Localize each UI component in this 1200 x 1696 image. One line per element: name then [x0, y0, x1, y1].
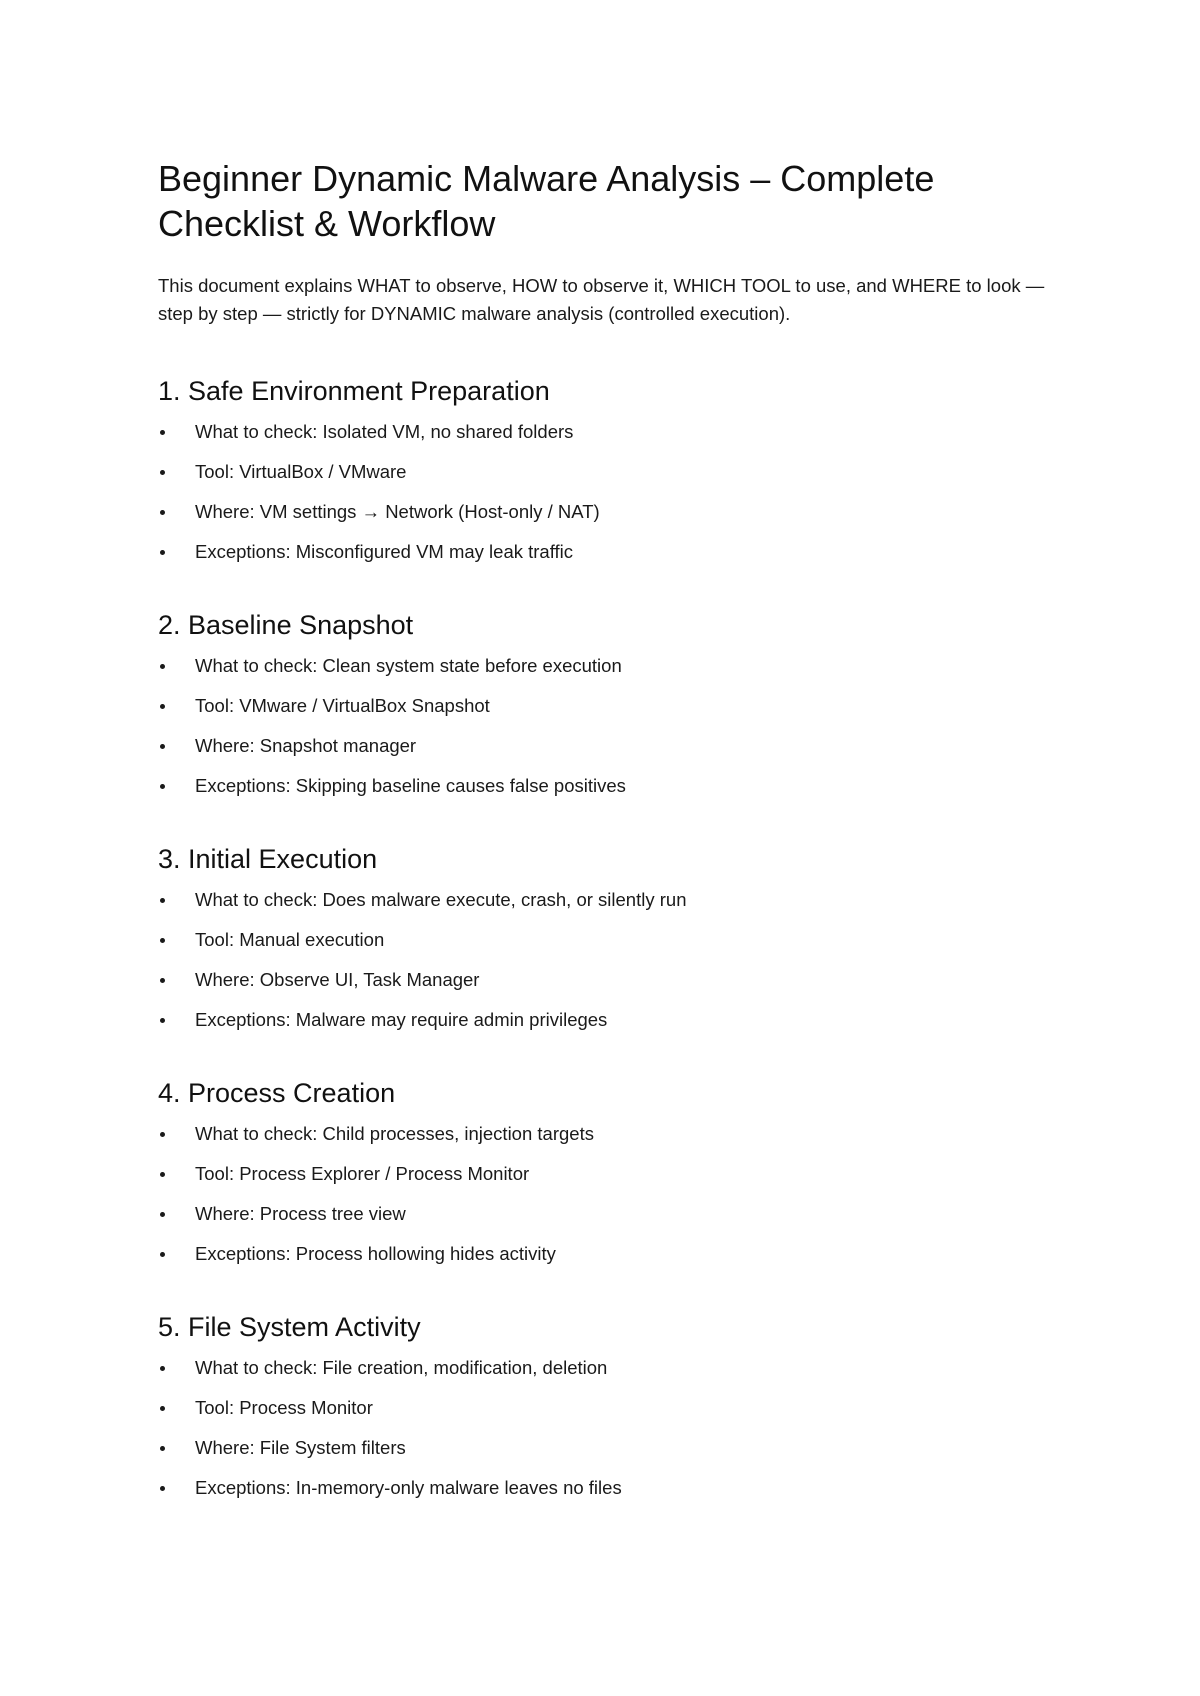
section-heading: 1. Safe Environment Preparation	[158, 376, 550, 406]
list-item	[158, 774, 1058, 798]
list-item-text: Where: File System filters	[195, 1437, 406, 1458]
list-item-text: Exceptions: Malware may require admin privileges	[195, 1009, 608, 1030]
section-initial-execution	[158, 842, 1058, 1032]
list-item	[158, 420, 1058, 444]
list-item	[158, 540, 1058, 564]
section-baseline-snapshot	[158, 608, 1058, 798]
list-item-text: Where: Observe UI, Task Manager	[195, 969, 480, 990]
bullet-icon	[160, 704, 165, 709]
document-title: Beginner Dynamic Malware Analysis – Complete Checklist & Workflow	[158, 158, 935, 244]
bullet-icon	[160, 1132, 165, 1137]
section-list	[158, 1122, 1058, 1266]
list-item	[158, 928, 1058, 952]
bullet-icon	[160, 470, 165, 475]
bullet-icon	[160, 1446, 165, 1451]
list-item-text: Exceptions: Misconfigured VM may leak traffic	[195, 541, 574, 562]
section-list	[158, 888, 1058, 1032]
list-item	[158, 1008, 1058, 1032]
list-item	[158, 694, 1058, 718]
section-list	[158, 654, 1058, 798]
bullet-icon	[160, 510, 165, 515]
list-item-text: Tool: Process Monitor	[195, 1397, 373, 1418]
section-heading: 3. Initial Execution	[158, 844, 378, 874]
list-item	[158, 888, 1058, 912]
list-item	[158, 734, 1058, 758]
list-item	[158, 1202, 1058, 1226]
document-intro: This document explains WHAT to observe, HOW to observe it, WHICH TOOL to use, and WHERE to look — step by step — strictly for DYNAMIC malware analysis (controlled execution).	[158, 275, 1045, 324]
bullet-icon	[160, 938, 165, 943]
section-process-creation	[158, 1076, 1058, 1266]
document-content	[158, 156, 1058, 1500]
list-item-text: What to check: Child processes, injection targets	[195, 1123, 594, 1144]
list-item-text: Where: Snapshot manager	[195, 735, 417, 756]
section-file-system-activity	[158, 1310, 1058, 1500]
bullet-icon	[160, 898, 165, 903]
list-item-text: Where: VM settings → Network (Host-only / NAT)	[195, 501, 600, 522]
bullet-icon	[160, 1406, 165, 1411]
bullet-icon	[160, 664, 165, 669]
list-item-text: What to check: Isolated VM, no shared folders	[195, 421, 574, 442]
bullet-icon	[160, 978, 165, 983]
section-heading: 4. Process Creation	[158, 1078, 396, 1108]
list-item	[158, 1242, 1058, 1266]
list-item	[158, 1122, 1058, 1146]
bullet-icon	[160, 1212, 165, 1217]
list-item-text: What to check: File creation, modification, deletion	[195, 1357, 608, 1378]
list-item	[158, 654, 1058, 678]
section-list	[158, 420, 1058, 564]
section-heading: 5. File System Activity	[158, 1312, 421, 1342]
list-item-text: What to check: Does malware execute, crash, or silently run	[195, 889, 687, 910]
list-item-text: Tool: Process Explorer / Process Monitor	[195, 1163, 530, 1184]
bullet-icon	[160, 430, 165, 435]
bullet-icon	[160, 1486, 165, 1491]
list-item	[158, 1162, 1058, 1186]
bullet-icon	[160, 744, 165, 749]
list-item-text: What to check: Clean system state before execution	[195, 655, 622, 676]
bullet-icon	[160, 1252, 165, 1257]
list-item	[158, 460, 1058, 484]
list-item	[158, 968, 1058, 992]
list-item-text: Tool: VirtualBox / VMware	[195, 461, 407, 482]
list-item	[158, 1356, 1058, 1380]
list-item	[158, 1436, 1058, 1460]
list-item	[158, 1396, 1058, 1420]
list-item-text: Exceptions: In-memory-only malware leaves no files	[195, 1477, 622, 1498]
bullet-icon	[160, 1172, 165, 1177]
list-item-text: Where: Process tree view	[195, 1203, 406, 1224]
bullet-icon	[160, 1018, 165, 1023]
bullet-icon	[160, 550, 165, 555]
list-item-text: Exceptions: Process hollowing hides activity	[195, 1243, 556, 1264]
section-safe-environment	[158, 374, 1058, 564]
list-item-text: Tool: VMware / VirtualBox Snapshot	[195, 695, 490, 716]
list-item	[158, 500, 1058, 524]
list-item-text: Tool: Manual execution	[195, 929, 385, 950]
section-heading: 2. Baseline Snapshot	[158, 610, 414, 640]
list-item	[158, 1476, 1058, 1500]
bullet-icon	[160, 784, 165, 789]
section-list	[158, 1356, 1058, 1500]
list-item-text: Exceptions: Skipping baseline causes false positives	[195, 775, 626, 796]
bullet-icon	[160, 1366, 165, 1371]
